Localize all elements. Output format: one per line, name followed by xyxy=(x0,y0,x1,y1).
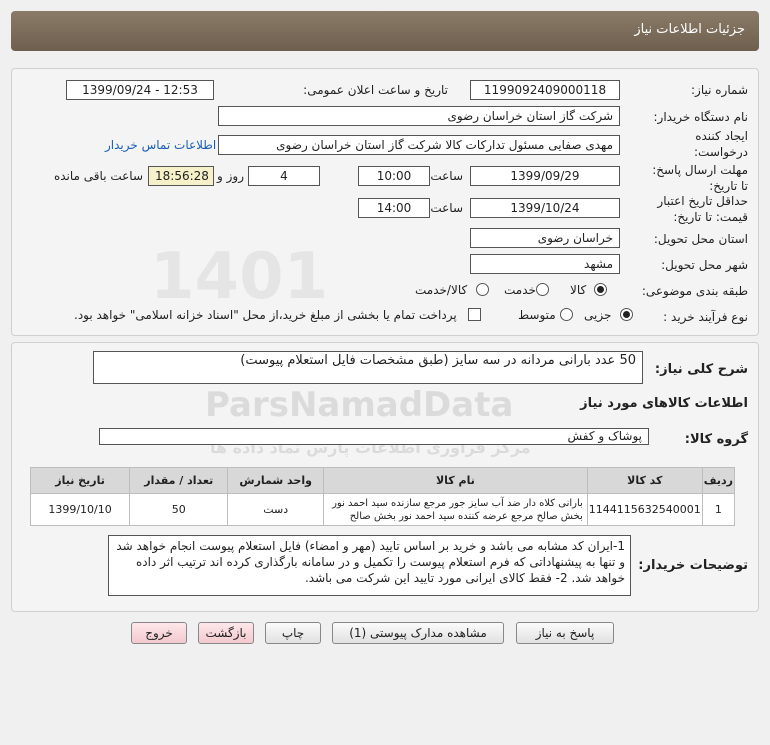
validity-label-line2: قیمت: تا تاریخ: xyxy=(673,210,748,224)
category-radio-service[interactable] xyxy=(536,283,549,296)
col-header-unit: واحد شمارش xyxy=(228,468,324,494)
province-label: استان محل تحویل: xyxy=(653,232,748,246)
buyer-notes-field: 1-ایران کد مشابه می باشد و خرید بر اساس تایید (مهر و امضاء) فایل استعلام پیوست انجام خواهد شد و تنها به پیشنهاداتی که فرم استعلام پیوست را تکمیل و در سامانه بارگذاری کرده اند ترتیب اثر داده خواهد شد. 2- فقط کالای ایرانی مورد تایید این شرکت می باشد. xyxy=(108,535,631,596)
page-title: جزئیات اطلاعات نیاز xyxy=(634,22,745,37)
need-number-field: 1199092409000118 xyxy=(470,80,620,100)
buyer-org-label: نام دستگاه خریدار: xyxy=(653,110,748,124)
buyer-contact-link[interactable]: اطلاعات تماس خریدار xyxy=(105,138,217,152)
cell-row: 1 xyxy=(702,494,734,526)
process-option-medium: متوسط xyxy=(518,308,556,322)
cell-name: بارانی کلاه دار ضد آب سایز جور مرجع سازنده سید احمد نور بخش صالح مرجع عرضه کننده سید احمد نور بخش صالح xyxy=(324,494,588,526)
cell-unit: دست xyxy=(228,494,324,526)
deadline-time-label: ساعت xyxy=(430,169,463,183)
reply-button[interactable]: پاسخ به نیاز xyxy=(516,622,614,644)
goods-group-label: گروه کالا: xyxy=(684,432,748,447)
creator-field: مهدی صفایی مسئول تدارکات کالا شرکت گاز استان خراسان رضوی xyxy=(218,135,620,155)
deadline-label-line2: تا تاریخ: xyxy=(709,179,748,193)
category-option-goods-service: کالا/خدمت xyxy=(415,283,468,297)
buyer-org-field: شرکت گاز استان خراسان رضوی xyxy=(218,106,620,126)
category-label: طبقه بندی موضوعی: xyxy=(641,284,748,298)
days-remaining-field: 4 xyxy=(248,166,320,186)
need-summary-field: 50 عدد بارانی مردانه در سه سایز (طبق مشخصات فایل استعلام پیوست) xyxy=(93,351,643,384)
back-button[interactable]: بازگشت xyxy=(198,622,254,644)
city-field: مشهد xyxy=(470,254,620,274)
col-header-row: ردیف xyxy=(702,468,734,494)
table-row xyxy=(31,494,735,526)
creator-label-line1: ایجاد کننده xyxy=(695,129,748,143)
need-number-label: شماره نیاز: xyxy=(691,83,748,97)
deadline-date-field: 1399/09/29 xyxy=(470,166,620,186)
deadline-label-line1: مهلت ارسال پاسخ: xyxy=(652,163,748,177)
col-header-name: نام کالا xyxy=(324,468,588,494)
validity-label-line1: حداقل تاریخ اعتبار xyxy=(657,194,748,208)
view-attachments-button[interactable]: مشاهده مدارک پیوستی (1) xyxy=(332,622,504,644)
days-label: روز و xyxy=(217,169,244,183)
goods-section-title: اطلاعات کالاهای مورد نیاز xyxy=(580,396,748,411)
process-option-minor: جزیی xyxy=(584,308,612,322)
process-radio-minor[interactable] xyxy=(620,308,633,321)
goods-group-field: پوشاک و کفش xyxy=(99,428,649,445)
exit-button[interactable]: خروج xyxy=(131,622,187,644)
treasury-payment-note: پرداخت تمام یا بخشی از مبلغ خرید،از محل "اسناد خزانه اسلامی" خواهد بود. xyxy=(74,308,457,322)
category-option-service: خدمت xyxy=(504,283,536,297)
deadline-time-field: 10:00 xyxy=(358,166,430,186)
col-header-date: تاریخ نیاز xyxy=(31,468,130,494)
category-radio-goods-service[interactable] xyxy=(476,283,489,296)
goods-table xyxy=(30,467,735,526)
col-header-qty: تعداد / مقدار xyxy=(130,468,228,494)
cell-code: 1144115632540001 xyxy=(587,494,702,526)
province-field: خراسان رضوی xyxy=(470,228,620,248)
announce-date-field: 1399/09/24 - 12:53 xyxy=(66,80,214,100)
validity-time-label: ساعت xyxy=(430,201,463,215)
treasury-payment-checkbox[interactable] xyxy=(468,308,481,321)
remaining-time-label: ساعت باقی مانده xyxy=(53,169,143,183)
col-header-code: کد کالا xyxy=(587,468,702,494)
validity-date-field: 1399/10/24 xyxy=(470,198,620,218)
process-type-label: نوع فرآیند خرید : xyxy=(663,310,748,324)
goods-table-header xyxy=(31,468,735,494)
need-summary-label: شرح کلی نیاز: xyxy=(654,362,748,377)
category-option-goods: کالا xyxy=(570,283,587,297)
cell-qty: 50 xyxy=(130,494,228,526)
validity-time-field: 14:00 xyxy=(358,198,430,218)
announce-date-label: تاریخ و ساعت اعلان عمومی: xyxy=(303,83,448,97)
page-header xyxy=(11,11,759,51)
creator-label-line2: درخواست: xyxy=(694,145,748,159)
buyer-notes-label: توضیحات خریدار: xyxy=(638,558,748,573)
process-radio-medium[interactable] xyxy=(560,308,573,321)
cell-date: 1399/10/10 xyxy=(31,494,130,526)
city-label: شهر محل تحویل: xyxy=(661,258,748,272)
remaining-time-field: 18:56:28 xyxy=(148,166,214,186)
category-radio-goods[interactable] xyxy=(594,283,607,296)
print-button[interactable]: چاپ xyxy=(265,622,321,644)
